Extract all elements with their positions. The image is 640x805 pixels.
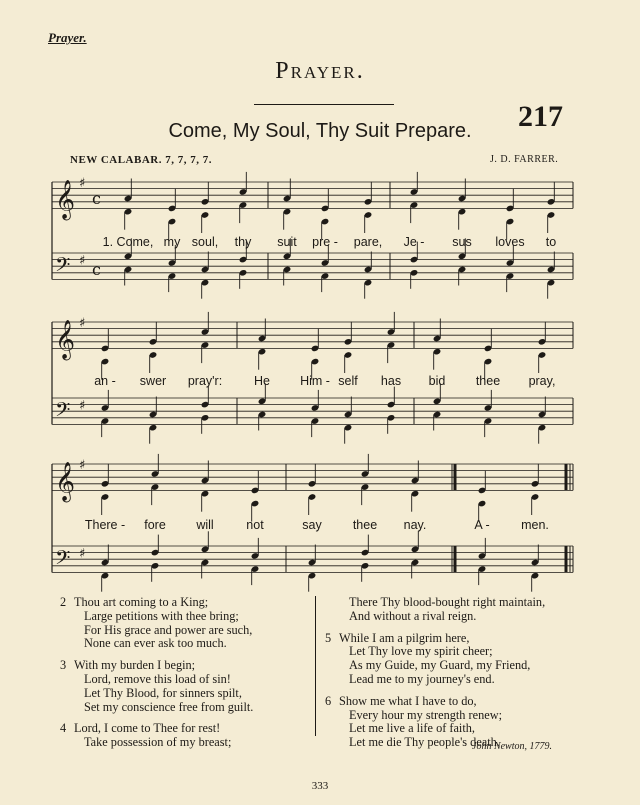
lyric-syllable: suit xyxy=(277,235,297,249)
key-signature-sharp: ♯ xyxy=(79,316,86,331)
lyric-syllable: thee xyxy=(475,374,501,388)
lyric-syllable: men. xyxy=(521,518,549,532)
verses-left xyxy=(60,596,310,758)
verse-line: Every hour my strength renew; xyxy=(349,707,502,722)
lyric-syllable: nay. xyxy=(403,518,427,532)
lyric-syllable: an - xyxy=(94,374,116,388)
lyric-syllable: my xyxy=(163,235,181,249)
lyric-syllable: thee xyxy=(352,518,378,532)
verses-right xyxy=(325,596,585,758)
lyric-syllable: thy xyxy=(234,235,252,249)
lyric-syllable: sus xyxy=(452,235,472,249)
verse-4-continued xyxy=(325,596,585,624)
lyric-syllable: pray'r: xyxy=(187,374,223,388)
lyric-syllable: Je - xyxy=(403,235,425,249)
bass-clef: 𝄢 xyxy=(55,397,71,426)
lyric-syllable: pray, xyxy=(528,374,556,388)
verse-number: 5 xyxy=(325,630,332,645)
verse-line: Lord, I come to Thee for rest! xyxy=(74,721,221,736)
verse-5 xyxy=(325,632,585,687)
treble-clef: 𝄞 xyxy=(55,179,76,220)
page-number: 333 xyxy=(311,780,329,792)
lyric-syllable: say xyxy=(302,518,322,532)
verse-2 xyxy=(60,596,310,651)
lyric-syllable: fore xyxy=(144,518,166,532)
verse-line: Let me live a life of faith, xyxy=(349,721,475,736)
verse-number: 2 xyxy=(60,595,67,609)
common-time: c xyxy=(92,259,101,279)
lyric-syllable: Him - xyxy=(300,374,330,388)
key-signature-sharp: ♯ xyxy=(79,176,86,191)
verse-line: Let me die Thy people's death. xyxy=(349,735,500,750)
composer: J. D. FARRER. xyxy=(490,154,559,165)
lyric-syllable: self xyxy=(338,374,358,388)
lyric-syllable: swer xyxy=(139,374,167,388)
verse-line: Large petitions with thee bring; xyxy=(84,608,239,623)
lyric-syllable: to xyxy=(545,235,557,249)
hymn-title: Come, My Soul, Thy Suit Prepare. xyxy=(168,120,472,142)
verse-3 xyxy=(60,659,310,714)
verse-line: There Thy blood-bought right maintain, xyxy=(349,595,546,609)
treble-clef: 𝄞 xyxy=(55,461,76,502)
verse-line: With my burden I begin; xyxy=(74,658,196,673)
section-title: Prayer. xyxy=(275,58,365,84)
verse-line: Let Thy love my spirit cheer; xyxy=(349,644,493,659)
verse-divider xyxy=(315,596,316,736)
lyric-syllable: There - xyxy=(84,518,126,532)
verse-number: 6 xyxy=(325,693,332,708)
lyric-syllable: A - xyxy=(474,518,490,532)
lyric-syllable: 1. Come, xyxy=(102,235,154,249)
verse-number: 4 xyxy=(60,721,67,736)
verse-line: None can ever ask too much. xyxy=(84,636,227,651)
hymn-number: 217 xyxy=(518,100,563,133)
lyric-syllable: soul, xyxy=(191,235,219,249)
verse-line: Lead me to my journey's end. xyxy=(349,671,495,686)
verse-line: Show me what I have to do, xyxy=(339,693,477,708)
bass-clef: 𝄢 xyxy=(55,252,71,281)
verse-4 xyxy=(60,722,310,750)
key-signature-sharp: ♯ xyxy=(79,398,86,414)
verse-number: 3 xyxy=(60,658,67,673)
lyric-syllable: will xyxy=(196,518,214,532)
verse-line: While I am a pilgrim here, xyxy=(339,630,470,645)
verse-line: As my Guide, my Guard, my Friend, xyxy=(349,658,531,673)
lyric-syllable: loves xyxy=(495,235,525,249)
lyric-syllable: not xyxy=(246,518,264,532)
verse-line: For His grace and power are such, xyxy=(84,622,253,637)
lyric-syllable: bid xyxy=(428,374,446,388)
tune-name: NEW CALABAR. 7, 7, 7, 7. xyxy=(70,154,212,166)
author-attribution: John Newton, 1779. xyxy=(472,741,552,752)
common-time: c xyxy=(92,188,101,208)
verse-line: Set my conscience free from guilt. xyxy=(84,699,254,714)
verse-line: Let Thy Blood, for sinners spilt, xyxy=(84,685,242,700)
lyric-syllable: pare, xyxy=(353,235,383,249)
key-signature-sharp: ♯ xyxy=(79,546,86,562)
verse-line: Take possession of my breast; xyxy=(84,735,232,750)
running-head: Prayer. xyxy=(48,30,87,45)
verse-line: And without a rival reign. xyxy=(349,608,477,623)
verse-line: Lord, remove this load of sin! xyxy=(84,671,231,686)
lyric-syllable: has xyxy=(380,374,402,388)
treble-clef: 𝄞 xyxy=(55,319,76,360)
key-signature-sharp: ♯ xyxy=(79,253,86,269)
verse-line: Thou art coming to a King; xyxy=(74,595,209,609)
lyric-syllable: pre - xyxy=(312,235,338,249)
lyric-syllable: He xyxy=(254,374,270,388)
bass-clef: 𝄢 xyxy=(55,545,71,574)
key-signature-sharp: ♯ xyxy=(79,458,86,473)
